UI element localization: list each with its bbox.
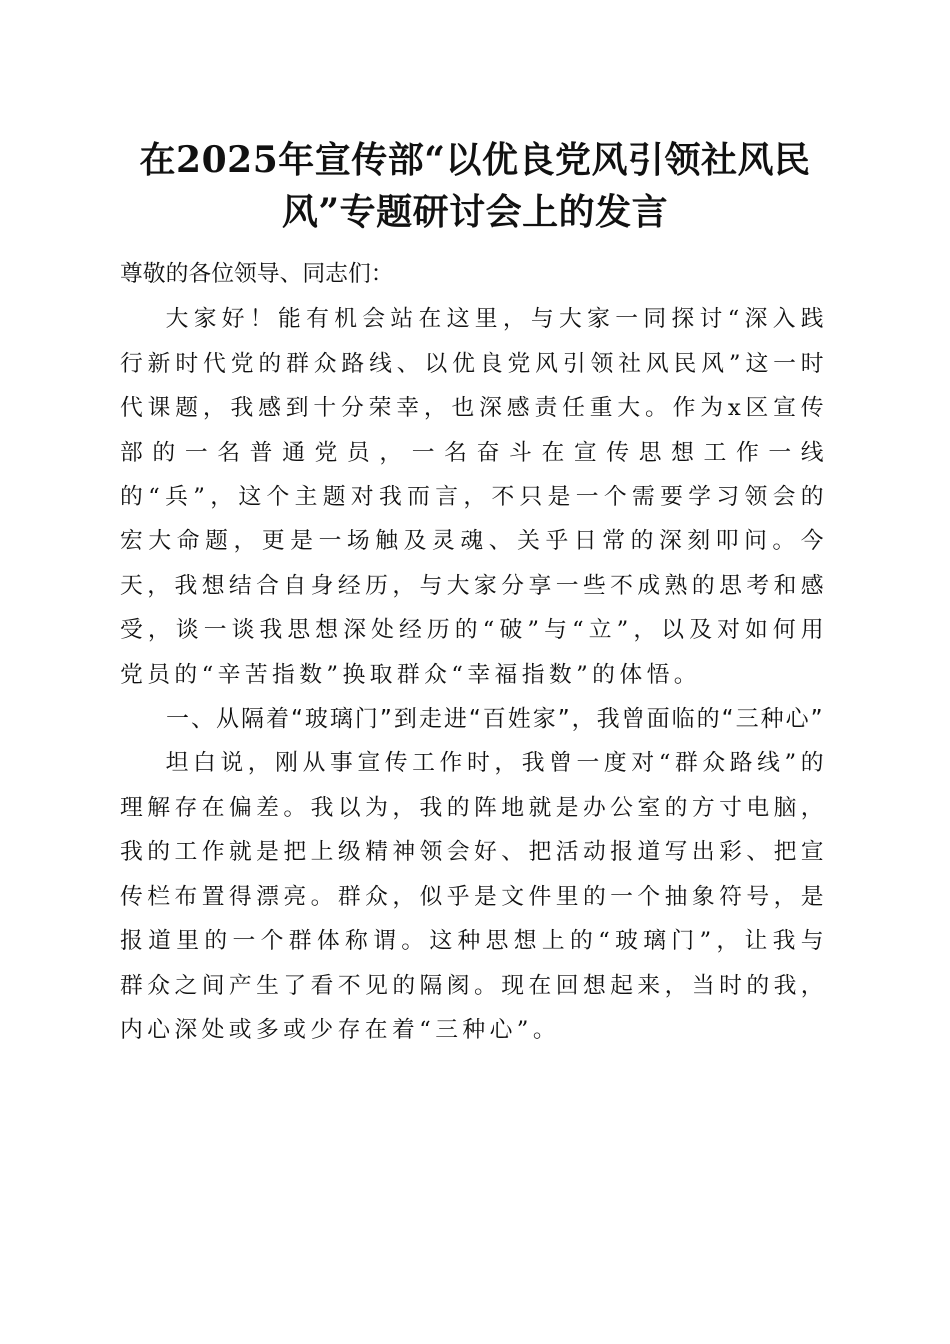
section-heading: 一、从隔着“玻璃门”到走进“百姓家”，我曾面临的“三种心” bbox=[166, 706, 825, 733]
body-paragraph: 坦白说，刚从事宣传工作时，我曾一度对“群众路线”的理解存在偏差。我以为，我的阵地就是办公室的方寸电脑，我的工作就是把上级精神领会好、把活动报道写出彩、把宣传栏布置得漂亮。群众，似乎是文件里的一个抽象符号，是报道里的一个群体称谓。这种思想上的“玻璃门”，让我与群众之间产生了看不见的隔阂。现在回想起来，当时的我，内心深处或多或少存在着“三种心”。 bbox=[120, 750, 828, 1043]
document-body bbox=[120, 252, 828, 1052]
body-paragraph: 大家好！能有机会站在这里，与大家一同探讨“深入践行新时代党的群众路线、以优良党风引领社风民风”这一时代课题，我感到十分荣幸，也深感责任重大。作为x区宣传部的一名普通党员，一名奋斗在宣传思想工作一线的“兵”，这个主题对我而言，不只是一个需要学习领会的宏大命题，更是一场触及灵魂、关乎日常的深刻叩问。今天，我想结合自身经历，与大家分享一些不成熟的思考和感受，谈一谈我思想深处经历的“破”与“立”，以及对如何用党员的“辛苦指数”换取群众“幸福指数”的体悟。 bbox=[120, 306, 828, 688]
salutation: 尊敬的各位领导、同志们： bbox=[120, 261, 394, 287]
document-title: 在2025年宣传部“以优良党风引领社风民风”专题研讨会上的发言 bbox=[139, 139, 811, 233]
